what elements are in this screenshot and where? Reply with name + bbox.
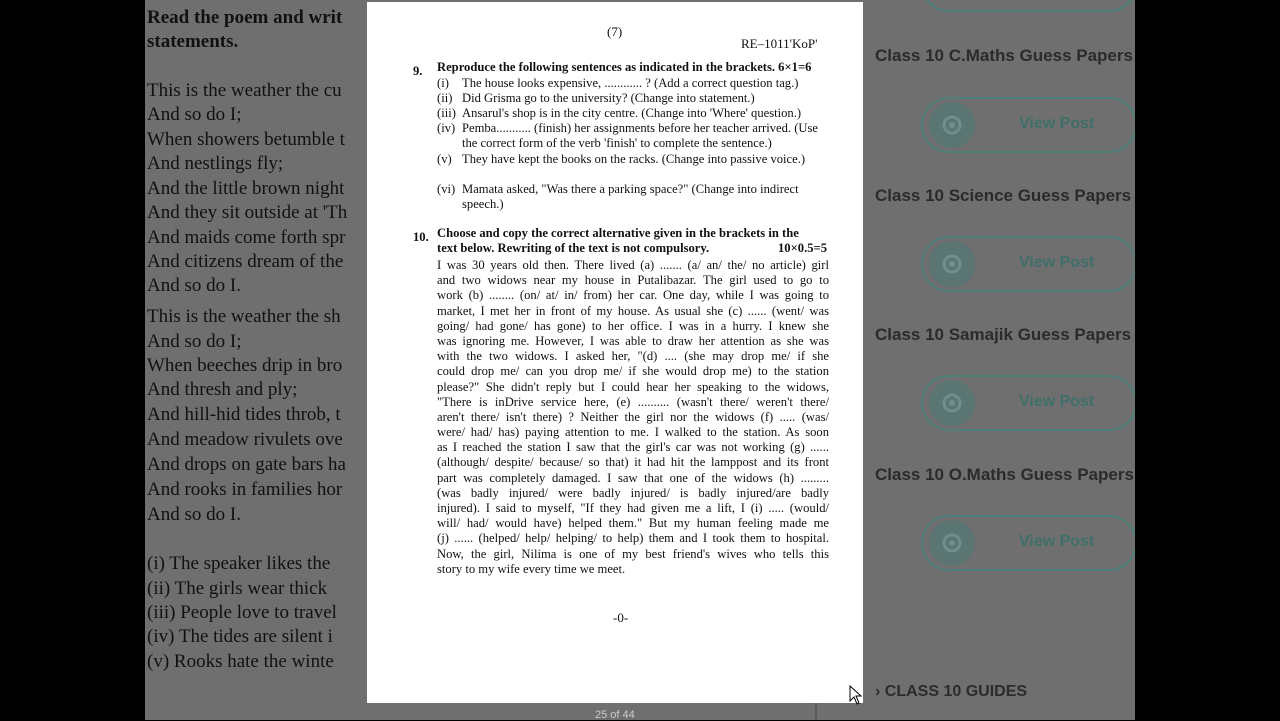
background-poem-line: This is the weather the sh <box>147 306 341 327</box>
passage-line: "There is inDrive service here, (e) .......... (wasn't there/ weren't there/ <box>437 394 829 409</box>
background-poem-line: And rooks in families hor <box>147 479 343 500</box>
item-roman: (v) <box>437 152 452 166</box>
passage-line: with the two widows. I asked her, "(d) .... (she may drop me/ if she <box>437 349 829 364</box>
item-roman: (vi) <box>437 182 456 196</box>
background-poem-line: And nestlings fly; <box>147 153 284 174</box>
question-10-number: 10. <box>413 230 429 244</box>
background-poem-line: (iv) The tides are silent i <box>147 626 333 647</box>
view-post-label: View Post <box>1019 393 1095 410</box>
view-post-button[interactable] <box>921 97 1135 153</box>
passage-line: going/ had gone/ has gone) to her office. I was in a hurry. I knew she <box>437 318 829 333</box>
eye-icon <box>929 380 975 426</box>
background-poem-line: And hill-hid tides throb, t <box>147 404 341 425</box>
passage-line: will/ had/ would have) helped them." But my human feeling made me <box>437 516 829 531</box>
background-poem-line: (ii) The girls wear thick <box>147 578 328 599</box>
background-poem-line: And thresh and ply; <box>147 379 298 400</box>
sidebar-section-title[interactable]: Class 10 C.Maths Guess Papers <box>875 46 1133 65</box>
page-footer: -0- <box>613 610 629 625</box>
item-roman: (i) <box>437 76 449 90</box>
passage-line: Now, the girl, Nilima is one of my best friend's wives who tells this <box>437 546 829 561</box>
background-poem-line: (i) The speaker likes the <box>147 553 331 574</box>
background-poem-line: This is the weather the cu <box>147 80 342 101</box>
item-text: Ansarul's shop is in the city centre. (Change into 'Where' question.) <box>462 106 802 120</box>
passage-line: (was badly injured/ were badly injured/ is badly injured/are badly <box>437 485 829 500</box>
passage-line: aren't there/ isn't there) ? Neither the girl nor the widows (f) ..... (was/ <box>437 409 829 424</box>
item-roman: (iii) <box>437 106 456 120</box>
passage-line: as I reached the station I saw that the girl's car was not working (g) ...... <box>437 440 829 455</box>
item-text: Pemba........... (finish) her assignments before her teacher arrived. (Use the correct form of the verb 'finish' to complete the sentence.) <box>462 121 818 151</box>
page-number: (7) <box>607 24 623 39</box>
question-10-heading <box>437 226 829 256</box>
background-poem-line: (iii) People love to travel <box>147 602 337 623</box>
page-counter: 25 of 44 <box>595 709 635 721</box>
mouse-cursor-icon <box>849 685 863 705</box>
background-poem-line: When beeches drip in bro <box>147 355 343 376</box>
sidebar <box>815 0 1135 720</box>
eye-icon <box>929 241 975 287</box>
sidebar-guides-link[interactable]: › CLASS 10 GUIDES <box>875 683 1028 700</box>
view-post-button-partial[interactable] <box>921 0 1135 12</box>
background-heading-line: statements. <box>147 31 239 52</box>
passage-line: work (b) ........ (on/ at/ in/ from) her car. One day, while I was going to <box>437 288 829 303</box>
passage-line: were/ had/ has) paying attention to me. I walked to the station. As soon <box>437 425 829 440</box>
exam-code: RE–1011'KoP' <box>741 36 818 51</box>
background-document-poem <box>145 0 367 720</box>
sidebar-section-title[interactable]: Class 10 Science Guess Papers <box>875 186 1132 205</box>
background-poem-line: (v) Rooks hate the winte <box>147 651 334 672</box>
background-poem-line: And meadow rivulets ove <box>147 429 343 450</box>
question-10-marks: 10×0.5=5 <box>778 241 827 256</box>
passage-line: I was 30 years old then. There lived (a) ....... (a/ an/ the/ no article) girl <box>437 258 829 272</box>
eye-icon <box>929 520 975 566</box>
background-poem-line: And drops on gate bars ha <box>147 454 346 475</box>
view-post-button[interactable] <box>921 236 1135 292</box>
passage-line: (although/ despite/ because/ so that) it had hit the lamppost and its front <box>437 455 829 470</box>
item-text: They have kept the books on the racks. (Change into passive voice.) <box>462 152 806 166</box>
item-text: Mamata asked, "Was there a parking space?" (Change into indirect speech.) <box>462 182 799 212</box>
background-heading-line: Read the poem and writ <box>147 7 343 28</box>
sidebar-section-title[interactable]: Class 10 O.Maths Guess Papers <box>875 465 1134 484</box>
document-page <box>367 2 863 703</box>
view-post-label: View Post <box>1019 254 1095 271</box>
question-9-heading: Reproduce the following sentences as indicated in the brackets. 6×1=6 <box>437 60 812 74</box>
item-text: Did Grisma go to the university? (Change into statement.) <box>462 91 755 105</box>
passage-line: and two widows near my house in Putalibazar. The girl used to go to <box>437 273 829 288</box>
passage-line: could drop me/ can you drop me/ if she would drop me) to the station <box>437 364 829 379</box>
background-poem-line: And so do I; <box>147 104 242 125</box>
background-poem-line: When showers betumble t <box>147 129 345 150</box>
question-10-passage <box>437 258 829 577</box>
view-post-label: View Post <box>1019 533 1095 550</box>
view-post-button[interactable] <box>921 375 1135 431</box>
passage-line: (j) ...... (helped/ help/ helping/ to help) them and I took them to hospital. <box>437 531 829 546</box>
item-text: The house looks expensive, ............ ? (Add a correct question tag.) <box>462 76 799 90</box>
item-roman: (iv) <box>437 121 456 135</box>
sidebar-section-title[interactable]: Class 10 Samajik Guess Papers <box>875 325 1132 344</box>
question-9-number: 9. <box>413 64 423 78</box>
background-poem-line: And they sit outside at 'Th <box>147 202 348 223</box>
passage-line: part was completely damaged. I saw that one of the widows (h) ......... <box>437 470 829 485</box>
background-poem-line: And so do I. <box>147 275 241 296</box>
eye-icon <box>929 102 975 148</box>
passage-line: please?" She didn't reply but I could hear her speaking to the widows, <box>437 379 829 394</box>
question-10-heading-line1: Choose and copy the correct alternative given in the brackets in the <box>437 226 799 240</box>
background-poem-line: And the little brown night <box>147 178 345 199</box>
background-poem-line: And so do I. <box>147 504 241 525</box>
item-roman: (ii) <box>437 91 453 105</box>
passage-line: injured). I said to myself, "If they had given me a lift, I (i) ..... (would/ <box>437 501 829 515</box>
sidebar-guides-label: CLASS 10 GUIDES <box>884 683 1028 700</box>
question-10-heading-line2: text below. Rewriting of the text is not compulsory. <box>437 241 710 256</box>
background-poem-line: And so do I; <box>147 331 242 352</box>
view-post-label: View Post <box>1019 115 1095 132</box>
passage-line: was ignoring me. However, I was able to draw her attention as she was <box>437 333 829 348</box>
background-poem-line: And maids come forth spr <box>147 227 346 248</box>
view-post-button[interactable] <box>921 515 1135 571</box>
background-poem-line: And citizens dream of the <box>147 251 344 272</box>
passage-line: story to my wife every time we meet. <box>437 561 626 576</box>
passage-line: market, I met her in front of my house. As usual she (c) ...... (went/ was <box>437 303 829 318</box>
